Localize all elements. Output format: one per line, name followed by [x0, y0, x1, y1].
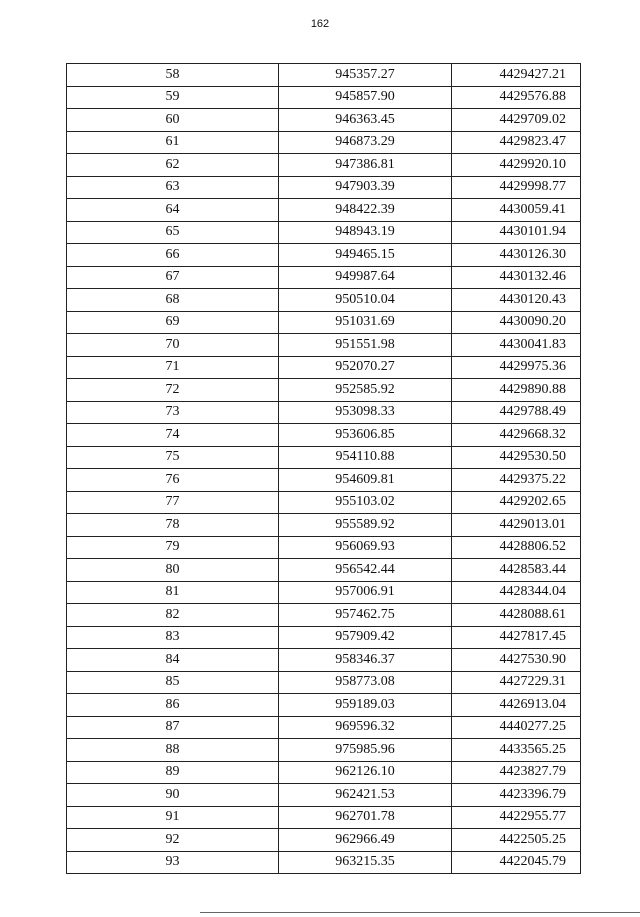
- point-number-cell: 60: [67, 109, 279, 132]
- y-coordinate-cell: 4429975.36: [452, 356, 581, 379]
- table-row: [67, 244, 581, 267]
- y-coordinate-cell: 4430120.43: [452, 289, 581, 312]
- point-number-cell: 83: [67, 626, 279, 649]
- y-coordinate-cell: 4430090.20: [452, 311, 581, 334]
- table-row: [67, 266, 581, 289]
- table-row: [67, 154, 581, 177]
- x-coordinate-cell: 952070.27: [279, 356, 452, 379]
- x-coordinate-cell: 957909.42: [279, 626, 452, 649]
- y-coordinate-cell: 4429202.65: [452, 491, 581, 514]
- x-coordinate-cell: 945357.27: [279, 64, 452, 87]
- x-coordinate-cell: 954110.88: [279, 446, 452, 469]
- table-row: [67, 289, 581, 312]
- y-coordinate-cell: 4430132.46: [452, 266, 581, 289]
- y-coordinate-cell: 4429668.32: [452, 424, 581, 447]
- table-row: [67, 806, 581, 829]
- table-row: [67, 176, 581, 199]
- y-coordinate-cell: 4422505.25: [452, 829, 581, 852]
- y-coordinate-cell: 4429998.77: [452, 176, 581, 199]
- y-coordinate-cell: 4423396.79: [452, 784, 581, 807]
- y-coordinate-cell: 4426913.04: [452, 694, 581, 717]
- point-number-cell: 75: [67, 446, 279, 469]
- table-row: [67, 199, 581, 222]
- point-number-cell: 74: [67, 424, 279, 447]
- x-coordinate-cell: 958346.37: [279, 649, 452, 672]
- y-coordinate-cell: 4429530.50: [452, 446, 581, 469]
- y-coordinate-cell: 4422955.77: [452, 806, 581, 829]
- point-number-cell: 72: [67, 379, 279, 402]
- y-coordinate-cell: 4428806.52: [452, 536, 581, 559]
- bottom-rule: [200, 912, 640, 913]
- y-coordinate-cell: 4427530.90: [452, 649, 581, 672]
- table-row: [67, 581, 581, 604]
- table-row: [67, 784, 581, 807]
- y-coordinate-cell: 4429788.49: [452, 401, 581, 424]
- x-coordinate-cell: 969596.32: [279, 716, 452, 739]
- x-coordinate-cell: 959189.03: [279, 694, 452, 717]
- x-coordinate-cell: 945857.90: [279, 86, 452, 109]
- x-coordinate-cell: 958773.08: [279, 671, 452, 694]
- x-coordinate-cell: 948422.39: [279, 199, 452, 222]
- x-coordinate-cell: 953606.85: [279, 424, 452, 447]
- point-number-cell: 79: [67, 536, 279, 559]
- x-coordinate-cell: 954609.81: [279, 469, 452, 492]
- table-row: [67, 109, 581, 132]
- x-coordinate-cell: 975985.96: [279, 739, 452, 762]
- y-coordinate-cell: 4423827.79: [452, 761, 581, 784]
- x-coordinate-cell: 946363.45: [279, 109, 452, 132]
- x-coordinate-cell: 951551.98: [279, 334, 452, 357]
- point-number-cell: 93: [67, 851, 279, 874]
- table-row: [67, 86, 581, 109]
- point-number-cell: 87: [67, 716, 279, 739]
- point-number-cell: 92: [67, 829, 279, 852]
- y-coordinate-cell: 4433565.25: [452, 739, 581, 762]
- table-row: [67, 356, 581, 379]
- y-coordinate-cell: 4429013.01: [452, 514, 581, 537]
- point-number-cell: 68: [67, 289, 279, 312]
- page-number: 162: [310, 18, 330, 30]
- x-coordinate-cell: 962126.10: [279, 761, 452, 784]
- point-number-cell: 66: [67, 244, 279, 267]
- x-coordinate-cell: 955589.92: [279, 514, 452, 537]
- point-number-cell: 86: [67, 694, 279, 717]
- table-row: [67, 64, 581, 87]
- table-row: [67, 739, 581, 762]
- y-coordinate-cell: 4428344.04: [452, 581, 581, 604]
- point-number-cell: 81: [67, 581, 279, 604]
- x-coordinate-cell: 948943.19: [279, 221, 452, 244]
- point-number-cell: 78: [67, 514, 279, 537]
- x-coordinate-cell: 955103.02: [279, 491, 452, 514]
- x-coordinate-cell: 962421.53: [279, 784, 452, 807]
- y-coordinate-cell: 4429427.21: [452, 64, 581, 87]
- x-coordinate-cell: 956542.44: [279, 559, 452, 582]
- x-coordinate-cell: 951031.69: [279, 311, 452, 334]
- table-row: [67, 851, 581, 874]
- x-coordinate-cell: 950510.04: [279, 289, 452, 312]
- point-number-cell: 63: [67, 176, 279, 199]
- x-coordinate-cell: 953098.33: [279, 401, 452, 424]
- x-coordinate-cell: 947386.81: [279, 154, 452, 177]
- point-number-cell: 62: [67, 154, 279, 177]
- y-coordinate-cell: 4427229.31: [452, 671, 581, 694]
- x-coordinate-cell: 949465.15: [279, 244, 452, 267]
- point-number-cell: 80: [67, 559, 279, 582]
- y-coordinate-cell: 4427817.45: [452, 626, 581, 649]
- y-coordinate-cell: 4428088.61: [452, 604, 581, 627]
- point-number-cell: 59: [67, 86, 279, 109]
- point-number-cell: 84: [67, 649, 279, 672]
- table-row: [67, 761, 581, 784]
- table-row: [67, 536, 581, 559]
- y-coordinate-cell: 4429709.02: [452, 109, 581, 132]
- table-row: [67, 401, 581, 424]
- y-coordinate-cell: 4430059.41: [452, 199, 581, 222]
- point-number-cell: 67: [67, 266, 279, 289]
- table-row: [67, 446, 581, 469]
- point-number-cell: 82: [67, 604, 279, 627]
- x-coordinate-cell: 949987.64: [279, 266, 452, 289]
- table-row: [67, 221, 581, 244]
- table-row: [67, 131, 581, 154]
- y-coordinate-cell: 4429375.22: [452, 469, 581, 492]
- x-coordinate-cell: 952585.92: [279, 379, 452, 402]
- table-row: [67, 379, 581, 402]
- coordinates-table: [66, 63, 581, 874]
- point-number-cell: 88: [67, 739, 279, 762]
- y-coordinate-cell: 4430041.83: [452, 334, 581, 357]
- table-row: [67, 671, 581, 694]
- y-coordinate-cell: 4429823.47: [452, 131, 581, 154]
- y-coordinate-cell: 4429920.10: [452, 154, 581, 177]
- x-coordinate-cell: 956069.93: [279, 536, 452, 559]
- table-row: [67, 649, 581, 672]
- table-row: [67, 491, 581, 514]
- table-row: [67, 829, 581, 852]
- point-number-cell: 73: [67, 401, 279, 424]
- x-coordinate-cell: 963215.35: [279, 851, 452, 874]
- point-number-cell: 89: [67, 761, 279, 784]
- point-number-cell: 65: [67, 221, 279, 244]
- y-coordinate-cell: 4430126.30: [452, 244, 581, 267]
- table-row: [67, 626, 581, 649]
- y-coordinate-cell: 4422045.79: [452, 851, 581, 874]
- x-coordinate-cell: 957006.91: [279, 581, 452, 604]
- point-number-cell: 85: [67, 671, 279, 694]
- table-row: [67, 424, 581, 447]
- point-number-cell: 91: [67, 806, 279, 829]
- y-coordinate-cell: 4430101.94: [452, 221, 581, 244]
- y-coordinate-cell: 4428583.44: [452, 559, 581, 582]
- table-row: [67, 716, 581, 739]
- point-number-cell: 90: [67, 784, 279, 807]
- point-number-cell: 64: [67, 199, 279, 222]
- table-row: [67, 514, 581, 537]
- point-number-cell: 77: [67, 491, 279, 514]
- y-coordinate-cell: 4440277.25: [452, 716, 581, 739]
- table-row: [67, 604, 581, 627]
- y-coordinate-cell: 4429576.88: [452, 86, 581, 109]
- point-number-cell: 76: [67, 469, 279, 492]
- point-number-cell: 58: [67, 64, 279, 87]
- x-coordinate-cell: 962701.78: [279, 806, 452, 829]
- x-coordinate-cell: 947903.39: [279, 176, 452, 199]
- table-row: [67, 311, 581, 334]
- y-coordinate-cell: 4429890.88: [452, 379, 581, 402]
- table-row: [67, 694, 581, 717]
- x-coordinate-cell: 946873.29: [279, 131, 452, 154]
- point-number-cell: 61: [67, 131, 279, 154]
- table-row: [67, 469, 581, 492]
- point-number-cell: 71: [67, 356, 279, 379]
- table-row: [67, 559, 581, 582]
- point-number-cell: 69: [67, 311, 279, 334]
- x-coordinate-cell: 962966.49: [279, 829, 452, 852]
- x-coordinate-cell: 957462.75: [279, 604, 452, 627]
- point-number-cell: 70: [67, 334, 279, 357]
- table-row: [67, 334, 581, 357]
- coordinates-table-body: [67, 64, 581, 874]
